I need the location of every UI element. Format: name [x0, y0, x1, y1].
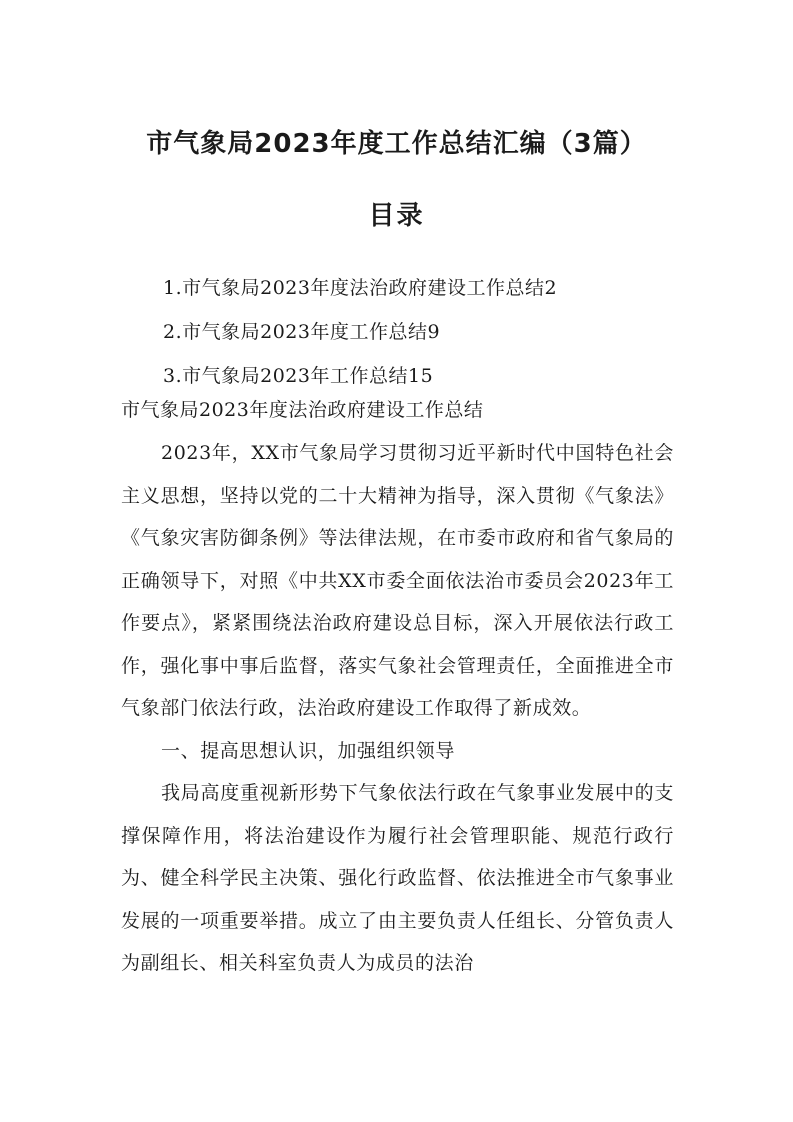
toc-item[interactable]: 3.市气象局2023年工作总结15	[163, 365, 434, 387]
subsection-heading: 一、提高思想认识，加强组织领导	[161, 739, 456, 762]
paragraph: 2023年，XX市气象局学习贯彻习近平新时代中国特色社会主义思想，坚持以党的二十大精神为指导，深入贯彻《气象法》《气象灾害防御条例》等法律法规，在市委市政府和省气象局的正确领导下，对照《中共XX市委全面依法治市委员会2023年工作要点》，紧紧围绕法治政府建设总目标，深入开展依法行政工作，强化事中事后监督，落实气象社会管理责任，全面推进全市气象部门依法行政，法治政府建设工作取得了新成效。	[121, 442, 674, 719]
section-title: 市气象局2023年度法治政府建设工作总结	[121, 399, 484, 421]
toc-item[interactable]: 2.市气象局2023年度工作总结9	[163, 321, 441, 343]
table-of-contents	[163, 266, 557, 398]
toc-item[interactable]: 1.市气象局2023年度法治政府建设工作总结2	[163, 277, 558, 299]
body-text	[121, 432, 674, 985]
toc-heading: 目录	[368, 201, 425, 231]
paragraph: 我局高度重视新形势下气象依法行政在气象事业发展中的支撑保障作用，将法治建设作为履行社会管理职能、规范行政行为、健全科学民主决策、强化行政监督、依法推进全市气象事业发展的一项重要举措。成立了由主要负责人任组长、分管负责人为副组长、相关科室负责人为成员的法治	[121, 782, 674, 974]
document-title: 市气象局2023年度工作总结汇编（3篇）	[146, 129, 647, 159]
